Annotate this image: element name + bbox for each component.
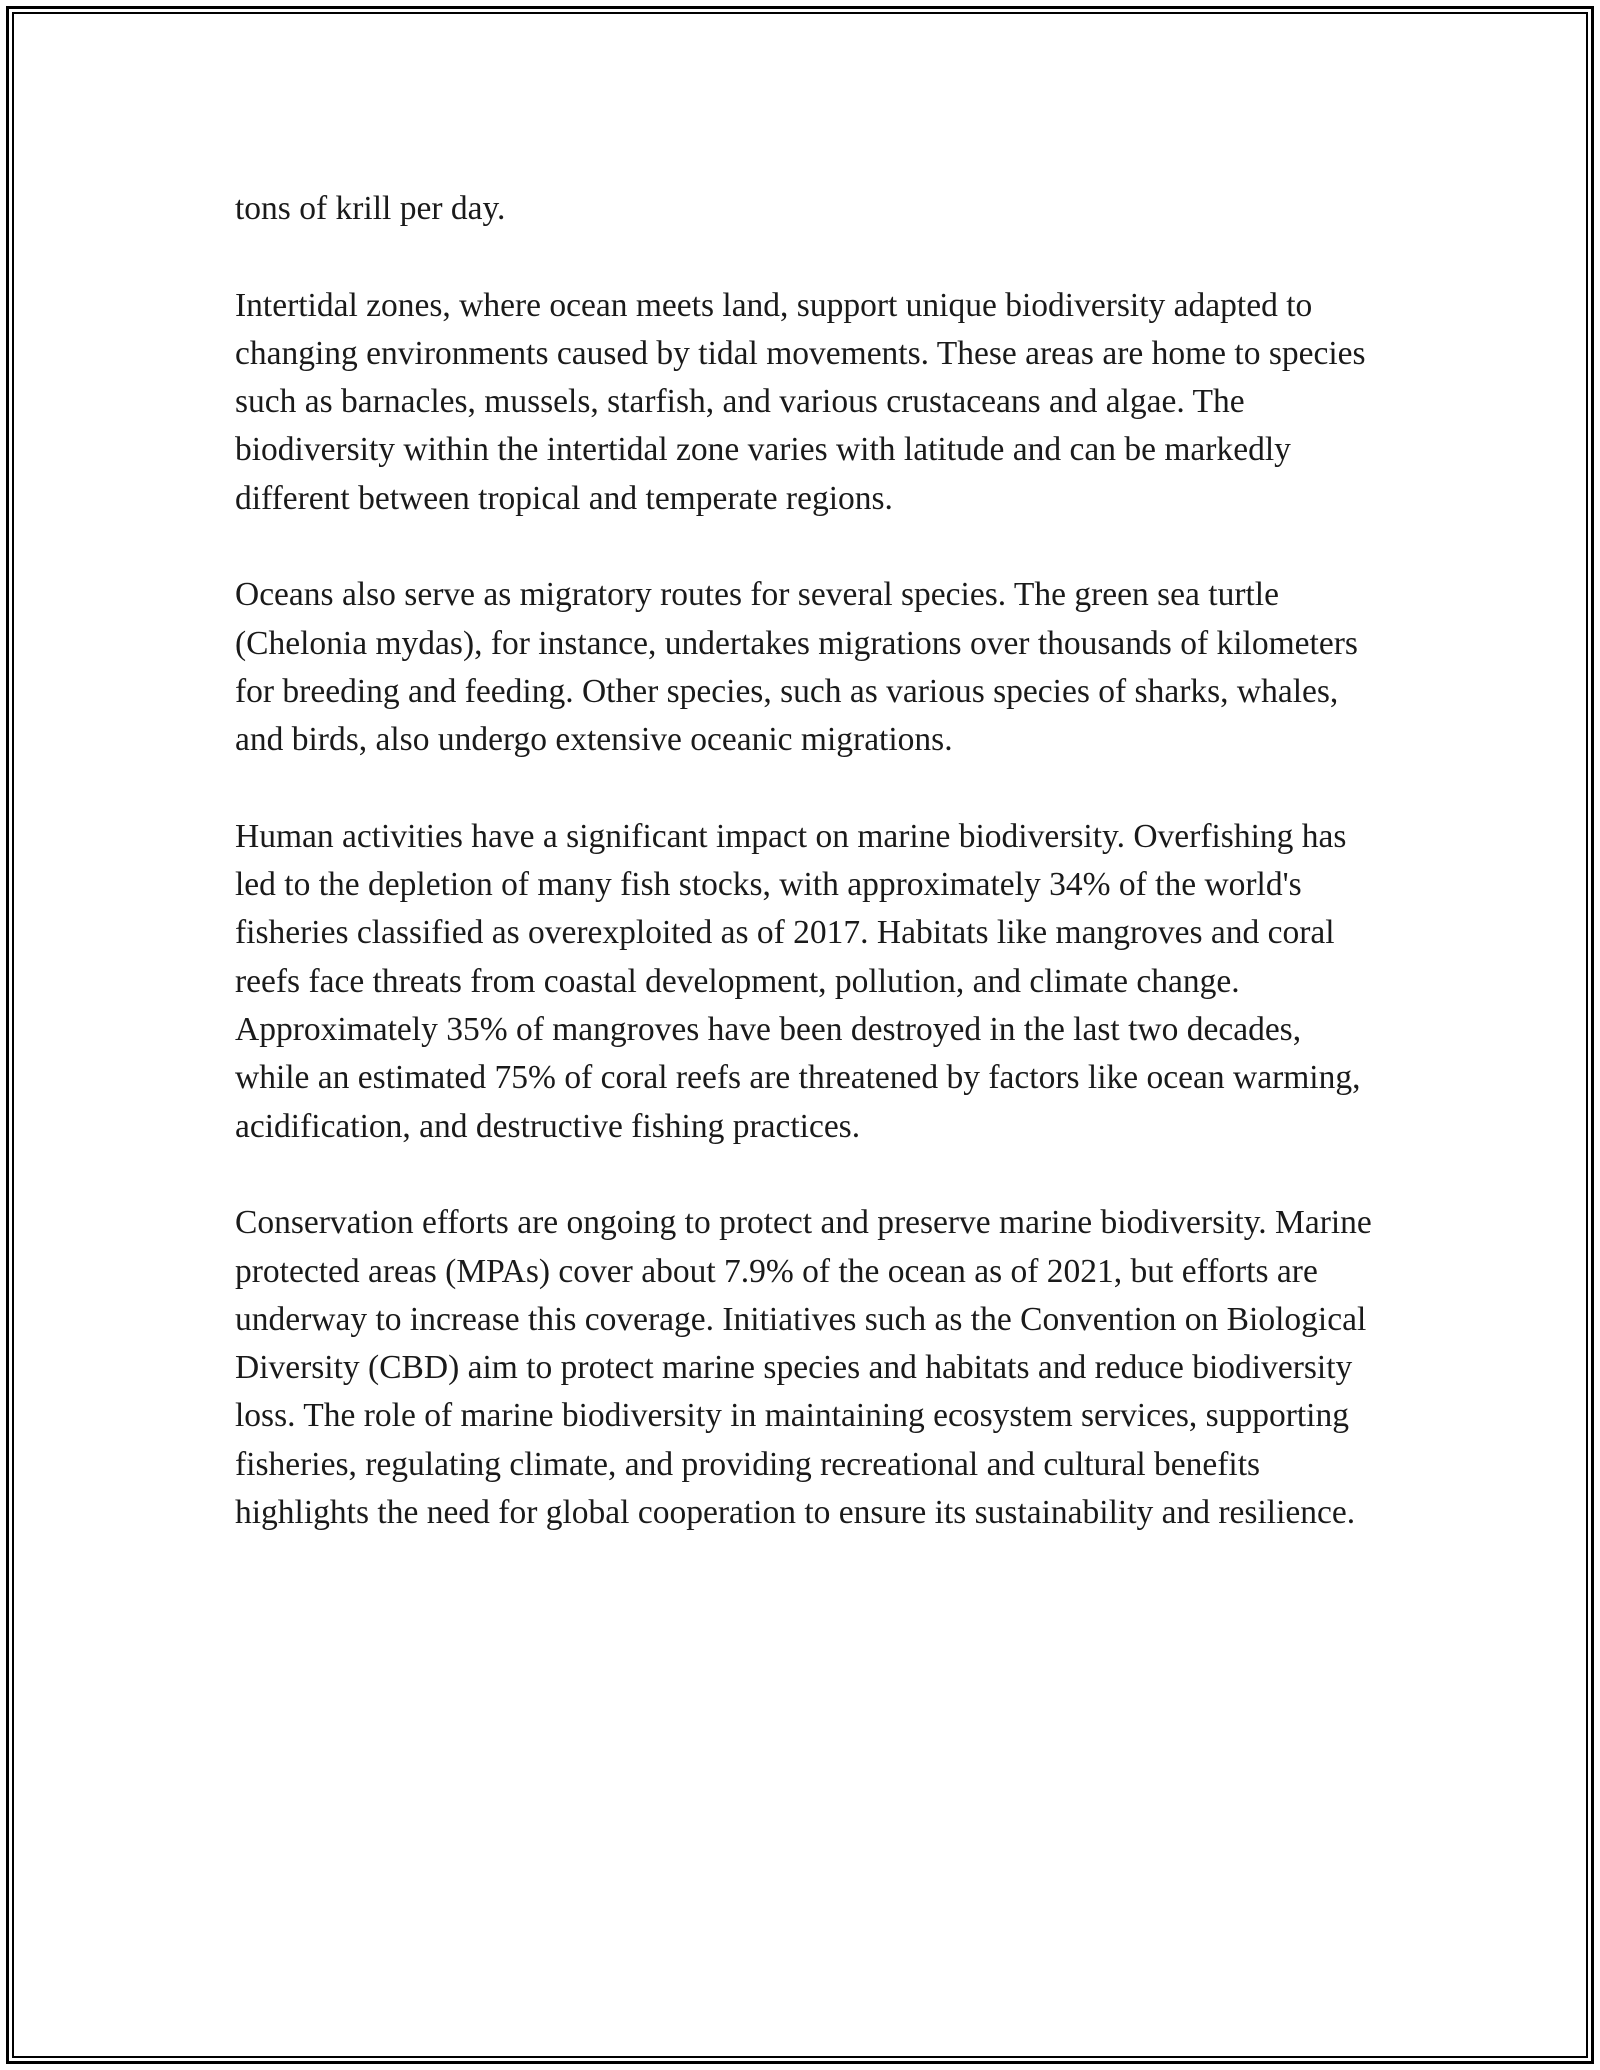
paragraph-migratory-routes: Oceans also serve as migratory routes for several species. The green sea turtle (Chelonia mydas), for instance, undertakes migrations over thousands of kilometers for breeding and feeding. Other species, such as various species of sharks, whales, and birds, also undergo extensive oceanic migrations. <box>235 576 1358 759</box>
document-body <box>235 185 1375 1586</box>
paragraph-krill-continuation: tons of krill per day. <box>235 190 506 227</box>
paragraph-intertidal-zones: Intertidal zones, where ocean meets land, support unique biodiversity adapted to changing environments caused by tidal movements. These areas are home to species such as barnacles, mussels, starfish, and various crustaceans and algae. The biodiversity within the intertidal zone varies with latitude and can be markedly different between tropical and temperate regions. <box>235 286 1366 517</box>
paragraph-human-activities: Human activities have a significant impact on marine biodiversity. Overfishing has led to the depletion of many fish stocks, with approximately 34% of the world's fisheries classified as overexploited as of 2017. Habitats like mangroves and coral reefs face threats from coastal development, pollution, and climate change. Approximately 35% of mangroves have been destroyed in the last two decades, while an estimated 75% of coral reefs are threatened by factors like ocean warming, acidification, and destructive fishing practices. <box>235 817 1361 1145</box>
paragraph-conservation-efforts: Conservation efforts are ongoing to protect and preserve marine biodiversity. Marine protected areas (MPAs) cover about 7.9% of the ocean as of 2021, but efforts are underway to increase this coverage. Initiatives such as the Convention on Biological Diversity (CBD) aim to protect marine species and habitats and reduce biodiversity loss. The role of marine biodiversity in maintaining ecosystem services, supporting fisheries, regulating climate, and providing recreational and cultural benefits highlights the need for global cooperation to ensure its sustainability and resilience. <box>235 1204 1372 1532</box>
